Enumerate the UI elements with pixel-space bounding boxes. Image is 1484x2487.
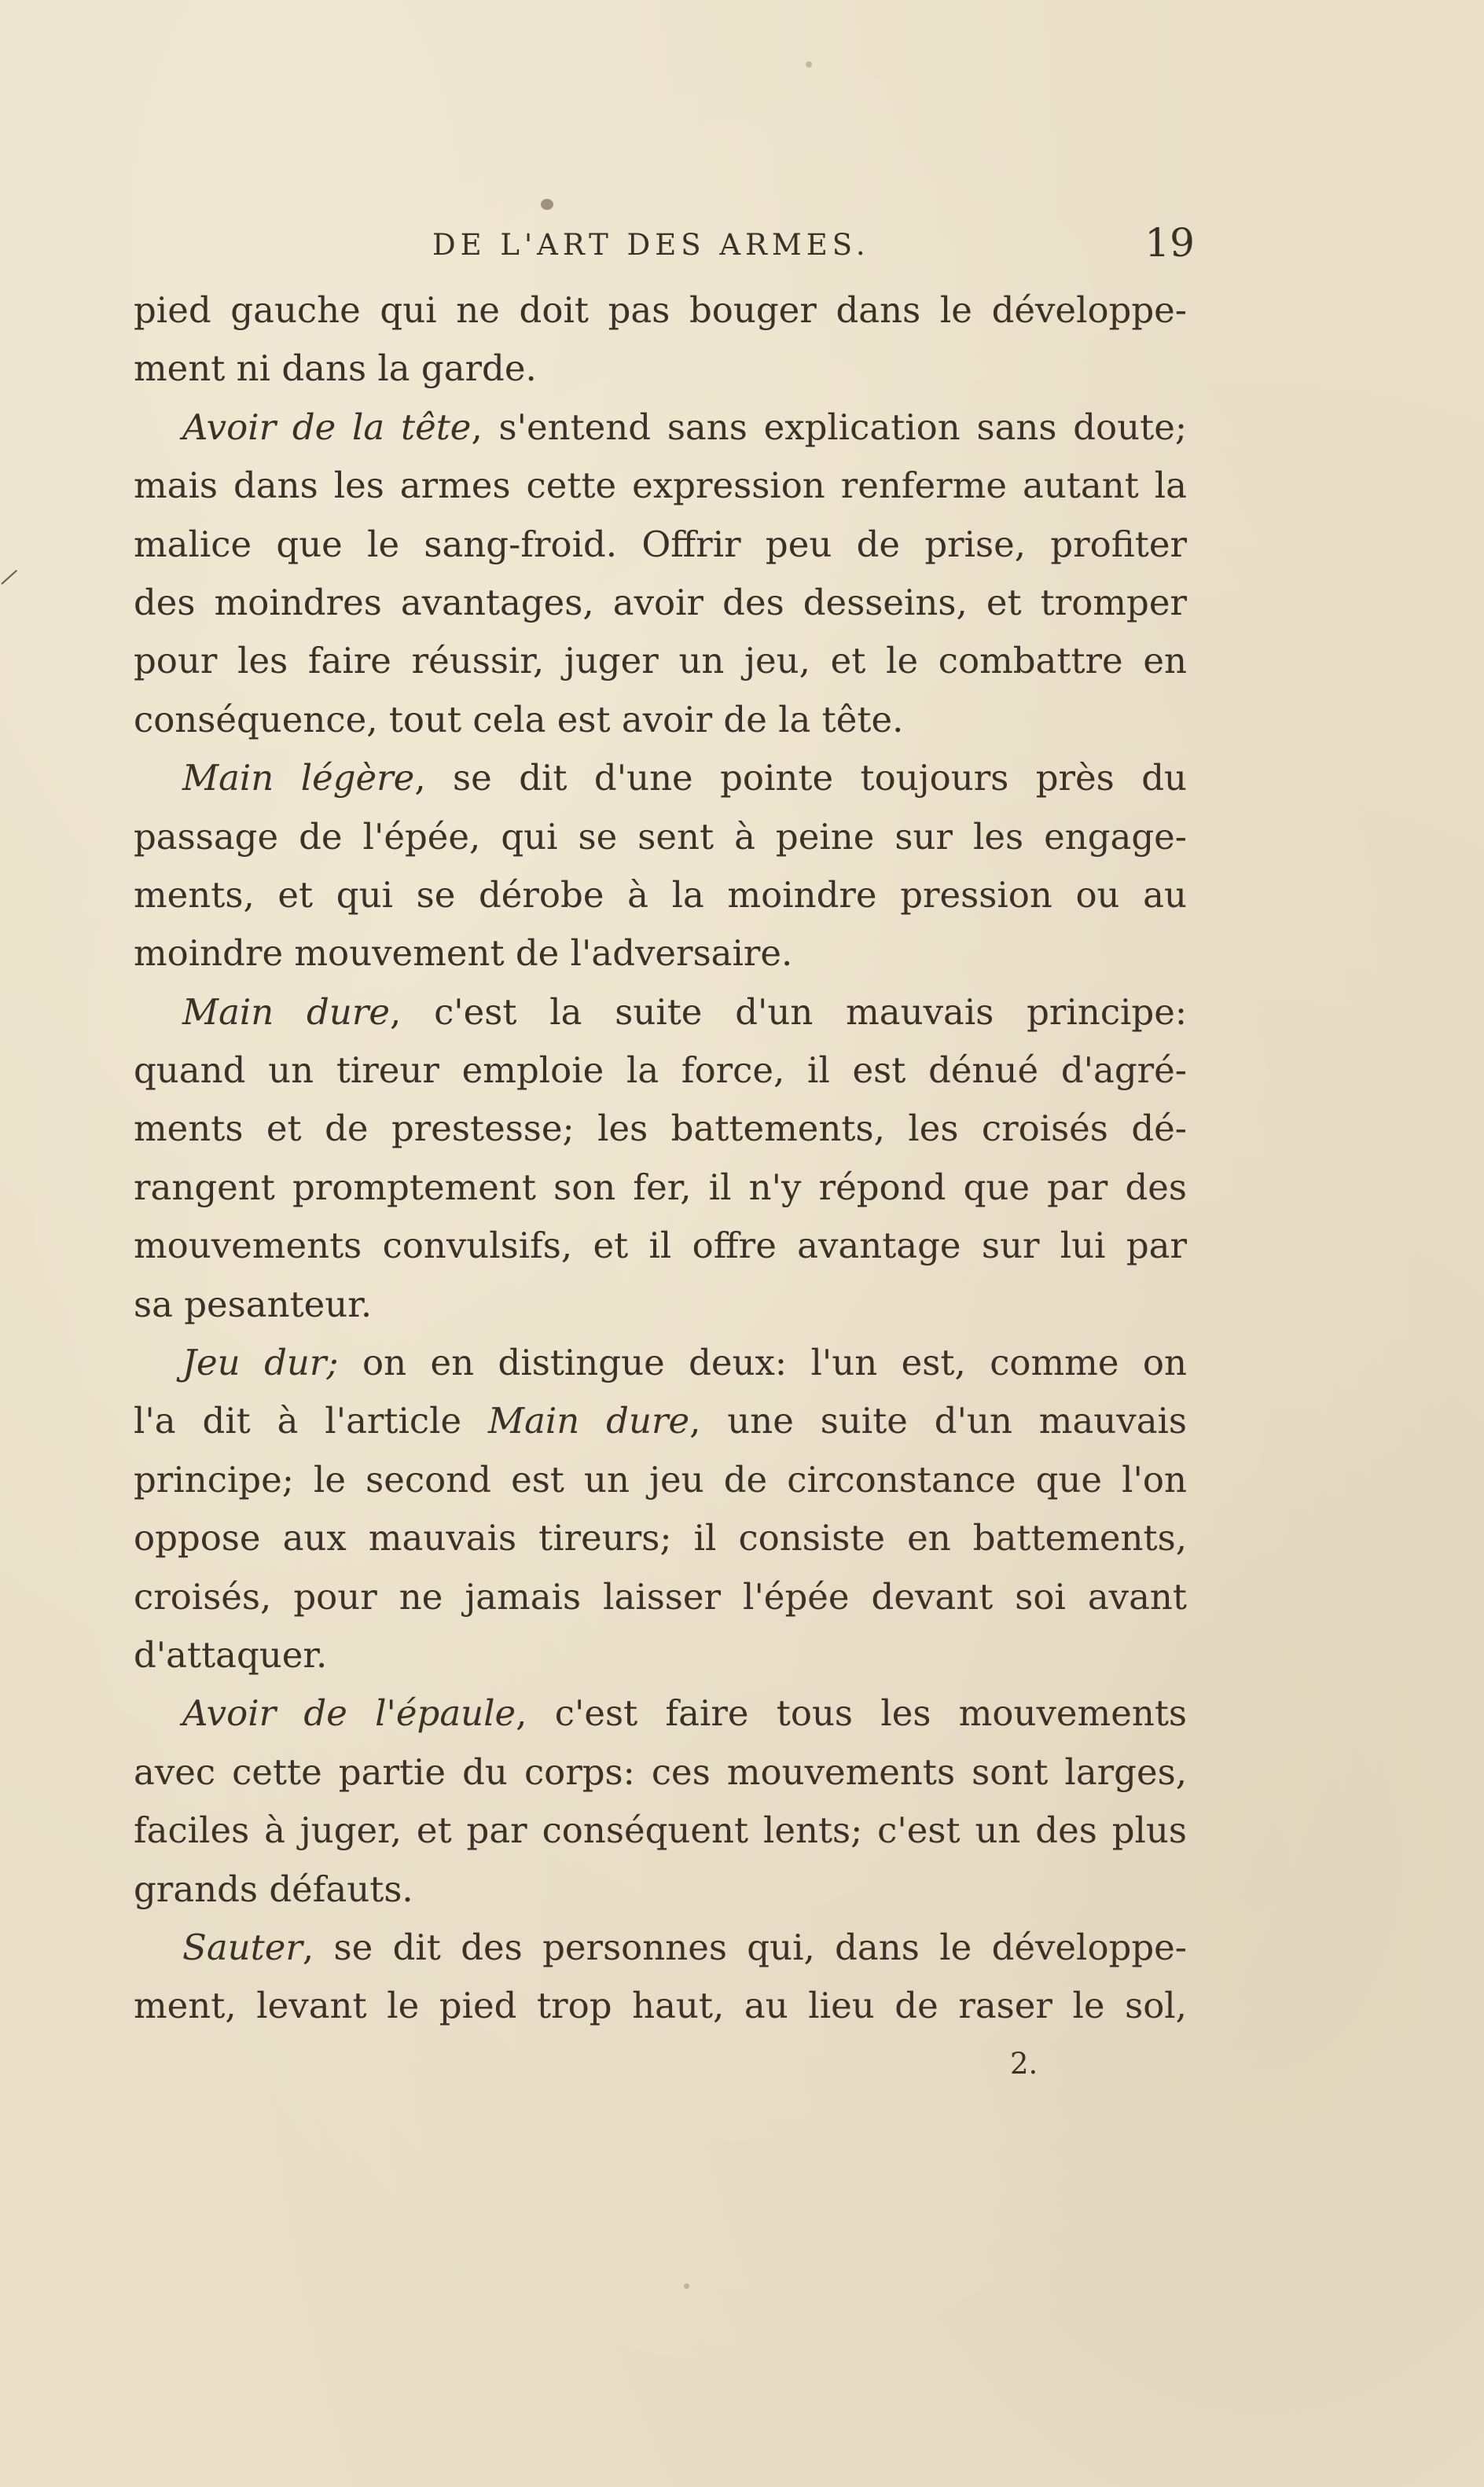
- text-line: des moindres avantages, avoir des desseins, et tromper: [134, 581, 1187, 623]
- text-line: oppose aux mauvais tireurs; il consiste en battements,: [134, 1517, 1187, 1559]
- text-line: Avoir de la tête, s'entend sans explication sans doute;: [182, 406, 1187, 448]
- text-line: croisés, pour ne jamais laisser l'épée devant soi avant: [134, 1575, 1187, 1618]
- defined-term: Main légère: [182, 757, 415, 799]
- text-line: conséquence, tout cela est avoir de la tête.: [134, 698, 904, 740]
- text-line: quand un tireur emploie la force, il est dénué d'agré-: [134, 1049, 1187, 1092]
- defined-term: Main dure: [488, 1400, 690, 1442]
- text-line: ment ni dans la garde.: [134, 347, 537, 390]
- text-line: passage de l'épée, qui se sent à peine sur les engage-: [134, 815, 1187, 858]
- text-line: grands défauts.: [134, 1868, 413, 1910]
- text-line: moindre mouvement de l'adversaire.: [134, 932, 793, 975]
- text-line: Jeu dur; on en distingue deux: l'un est, comme on: [182, 1342, 1187, 1384]
- text-line: ments et de prestesse; les battements, les croisés dé-: [134, 1108, 1187, 1150]
- text-line: faciles à juger, et par conséquent lents; c'est un des plus: [134, 1809, 1187, 1852]
- text-line: sa pesanteur.: [134, 1283, 373, 1325]
- defined-term: Jeu dur;: [182, 1342, 339, 1384]
- text-line: pied gauche qui ne doit pas bouger dans le développe-: [134, 289, 1187, 331]
- defined-term: Avoir de l'épaule: [182, 1692, 516, 1735]
- text-line: Main légère, se dit d'une pointe toujours près du: [182, 757, 1187, 799]
- text-line: Main dure, c'est la suite d'un mauvais principe:: [182, 990, 1188, 1033]
- paper-spot: [806, 61, 812, 68]
- signature-mark: 2.: [1010, 2047, 1038, 2081]
- text-line: ments, et qui se dérobe à la moindre pression ou au: [134, 873, 1187, 916]
- paper-spot: [684, 2283, 689, 2289]
- text-line: ment, levant le pied trop haut, au lieu de raser le sol,: [134, 1985, 1187, 2027]
- text-line: Sauter, se dit des personnes qui, dans le développe-: [182, 1926, 1187, 1968]
- text-line: mouvements convulsifs, et il offre avantage sur lui par: [134, 1225, 1187, 1267]
- text-line: avec cette partie du corps: ces mouvements sont larges,: [134, 1750, 1187, 1793]
- text-line: l'a dit à l'article Main dure, une suite d'un mauvais: [134, 1400, 1188, 1442]
- text-line: principe; le second est un jeu de circonstance que l'on: [134, 1458, 1187, 1501]
- running-head: [134, 220, 1195, 275]
- text-line: Avoir de l'épaule, c'est faire tous les mouvements: [182, 1692, 1187, 1735]
- ink-blot: [541, 199, 553, 210]
- running-title: DE L'ART DES ARMES.: [432, 228, 870, 262]
- text-line: mais dans les armes cette expression renferme autant la: [134, 465, 1187, 507]
- text-line: pour les faire réussir, juger un jeu, et le combattre en: [134, 640, 1187, 682]
- text-line: rangent promptement son fer, il n'y répond que par des: [134, 1166, 1187, 1208]
- text-line: malice que le sang-froid. Offrir peu de prise, profiter: [134, 523, 1187, 565]
- defined-term: Avoir de la tête: [182, 406, 472, 448]
- text-line: d'attaquer.: [134, 1633, 328, 1676]
- page-number: 19: [1144, 220, 1195, 266]
- body-text: [134, 281, 1187, 2036]
- margin-pencil-mark: [1, 570, 17, 585]
- defined-term: Sauter: [182, 1926, 303, 1968]
- defined-term: Main dure: [182, 990, 390, 1033]
